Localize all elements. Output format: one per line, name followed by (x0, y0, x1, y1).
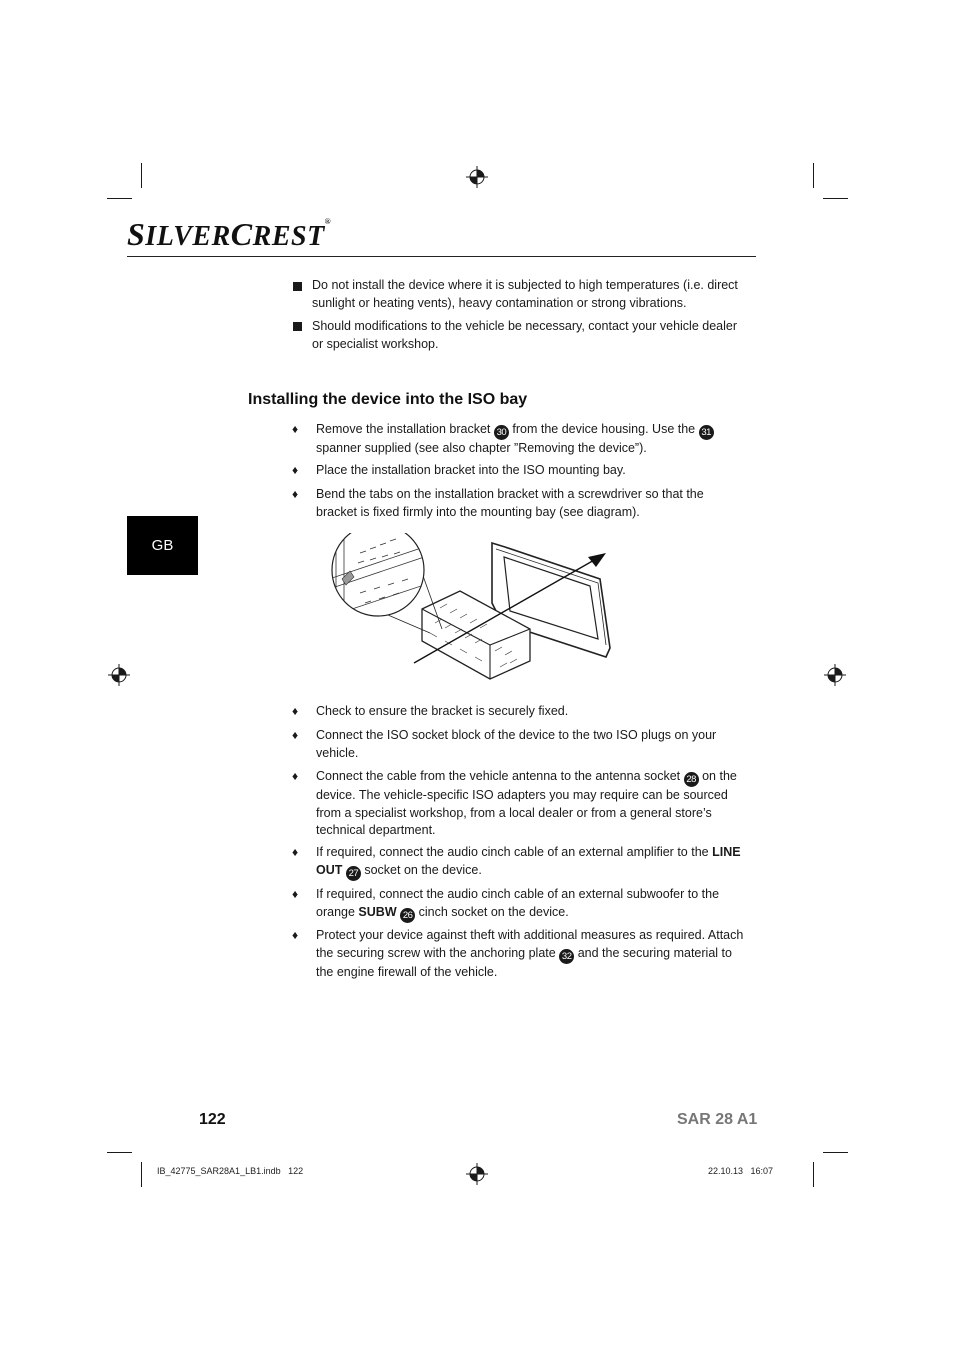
section-title: Installing the device into the ISO bay (248, 391, 528, 408)
model-name: SAR 28 A1 (677, 1111, 758, 1128)
language-tab: GB (127, 516, 198, 575)
diamond-bullet-icon: ♦ (292, 928, 299, 942)
ref-number-badge: 30 (494, 425, 509, 440)
step-item: Bend the tabs on the installation bracket with a screwdriver so that the bracket is fixed firmly into the mounting bay (see diagram). (316, 487, 704, 519)
brand-logo: SILVERCREST® (127, 216, 332, 252)
ref-number-badge: 27 (346, 866, 361, 881)
ref-number-badge: 26 (400, 908, 415, 923)
footer-datetime: 22.10.13 16:07 (708, 1166, 774, 1176)
registration-mark-icon (108, 664, 130, 686)
installation-diagram (330, 533, 620, 683)
crop-mark (107, 198, 132, 199)
crop-mark (813, 1162, 814, 1187)
diamond-bullet-icon: ♦ (292, 487, 299, 501)
diamond-bullet-icon: ♦ (292, 422, 299, 436)
diamond-bullet-icon: ♦ (292, 728, 299, 742)
diamond-bullet-icon: ♦ (292, 845, 299, 859)
header-rule (127, 256, 756, 257)
registration-mark-icon (466, 1163, 488, 1185)
crop-mark (141, 163, 142, 188)
diamond-bullet-icon: ♦ (292, 887, 299, 901)
crop-mark (823, 1152, 848, 1153)
step-item: Connect the ISO socket block of the device to the two ISO plugs on your vehicle. (316, 728, 717, 760)
step-item: Connect the cable from the vehicle antenna to the antenna socket 28 on the device. The vehicle-specific ISO adapters you may require can be sourced from a specialist workshop, from a local dealer or from a general store’s technical department. (316, 769, 737, 837)
step-item: Remove the installation bracket 30 from the device housing. Use the 31 spanner supplied (see also chapter ”Removing the device”). (316, 421, 744, 458)
crop-mark (107, 1152, 132, 1153)
page-number: 122 (199, 1111, 226, 1128)
ref-number-badge: 32 (559, 949, 574, 964)
step-item: Protect your device against theft with additional measures as required. Attach the securing screw with the anchoring plate 32 and the securing material to the engine firewall of the vehicle. (316, 928, 744, 979)
step-item: Check to ensure the bracket is securely fixed. (316, 704, 569, 718)
ref-number-badge: 31 (699, 425, 714, 440)
registration-mark-icon (466, 166, 488, 188)
crop-mark (823, 198, 848, 199)
step-item: Place the installation bracket into the ISO mounting bay. (316, 463, 626, 477)
square-bullet-icon (293, 282, 302, 291)
step-item: If required, connect the audio cinch cable of an external amplifier to the LINE OUT 27 socket on the device. (316, 845, 741, 879)
step-item: If required, connect the audio cinch cable of an external subwoofer to the orange SUBW 26 cinch socket on the device. (316, 887, 720, 921)
warning-item: Do not install the device where it is subjected to high temperatures (i.e. direct sunlight or heating vents), heavy contamination or strong vibrations. (312, 278, 738, 310)
diamond-bullet-icon: ♦ (292, 704, 299, 718)
diamond-bullet-icon: ♦ (292, 769, 299, 783)
square-bullet-icon (293, 322, 302, 331)
crop-mark (141, 1162, 142, 1187)
footer-file-info: IB_42775_SAR28A1_LB1.indb 122 (157, 1166, 304, 1176)
registration-mark-icon (824, 664, 846, 686)
crop-mark (813, 163, 814, 188)
diamond-bullet-icon: ♦ (292, 463, 299, 477)
ref-number-badge: 28 (684, 772, 699, 787)
warning-item: Should modifications to the vehicle be necessary, contact your vehicle dealer or specialist workshop. (312, 319, 738, 351)
